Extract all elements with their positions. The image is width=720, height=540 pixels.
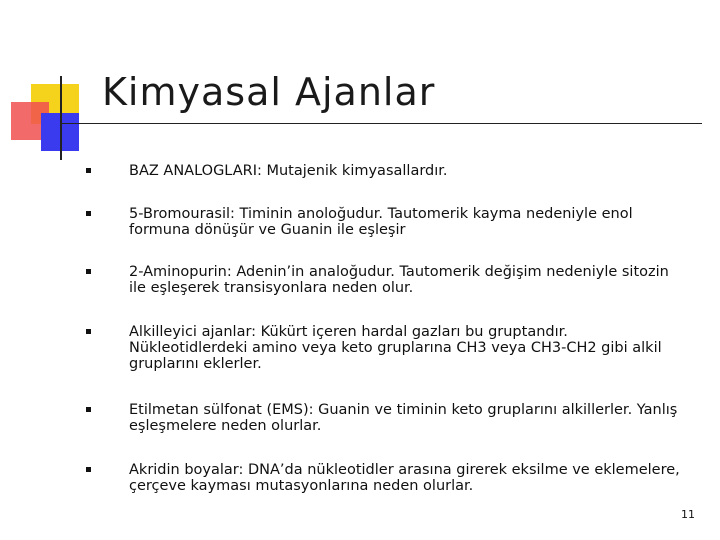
list-item-text: [129, 324, 689, 372]
list-item-body: Timinin anoloğudur. Tautomerik kayma nedeniyle enol formuna dönüşür ve Guanin ile eşleşir: [129, 206, 633, 238]
bullet-square-icon: [86, 211, 91, 216]
decorative-logo: [0, 0, 100, 170]
bullet-square-icon: [86, 329, 91, 334]
list-item-text: [129, 264, 689, 296]
list-item-text: [129, 163, 689, 179]
list-item-body: Mutajenik kimyasallardır.: [261, 163, 448, 179]
slide-title: Kimyasal Ajanlar: [102, 70, 436, 114]
title-divider: [62, 123, 702, 124]
bullet-square-icon: [86, 269, 91, 274]
logo-vertical-line: [60, 76, 62, 160]
page-number: 11: [681, 508, 695, 521]
list-item-term: 2-Aminopurin:: [129, 264, 232, 280]
list-item-term: BAZ ANALOGLARI:: [129, 163, 262, 179]
list-item-body: Adenin’in analoğudur. Tautomerik değişim nedeniyle sitozin ile eşleşerek transisyonlara neden olur.: [129, 264, 669, 296]
bullet-square-icon: [86, 407, 91, 412]
list-item-body: Kükürt içeren hardal gazları bu gruptandır. Nükleotidlerdeki amino veya keto gruplarına CH3 veya CH3-CH2 gibi alkil gruplarını eklerler.: [129, 324, 662, 372]
list-item-text: [129, 462, 689, 494]
list-item-text: [129, 206, 689, 238]
bullet-square-icon: [86, 467, 91, 472]
list-item-body: Guanin ve timinin keto gruplarını alkillerler. Yanlış eşleşmelere neden olurlar.: [129, 402, 678, 434]
list-item-term: Akridin boyalar:: [129, 462, 244, 478]
list-item-term: 5-Bromourasil:: [129, 206, 235, 222]
list-item-text: [129, 402, 689, 434]
list-item-term: Etilmetan sülfonat (EMS):: [129, 402, 314, 418]
list-item-term: Alkilleyici ajanlar:: [129, 324, 257, 340]
bullet-square-icon: [86, 168, 91, 173]
list-item-body: DNA’da nükleotidler arasına girerek eksilme ve eklemelere, çerçeve kayması mutasyonlarına neden olurlar.: [129, 462, 680, 494]
